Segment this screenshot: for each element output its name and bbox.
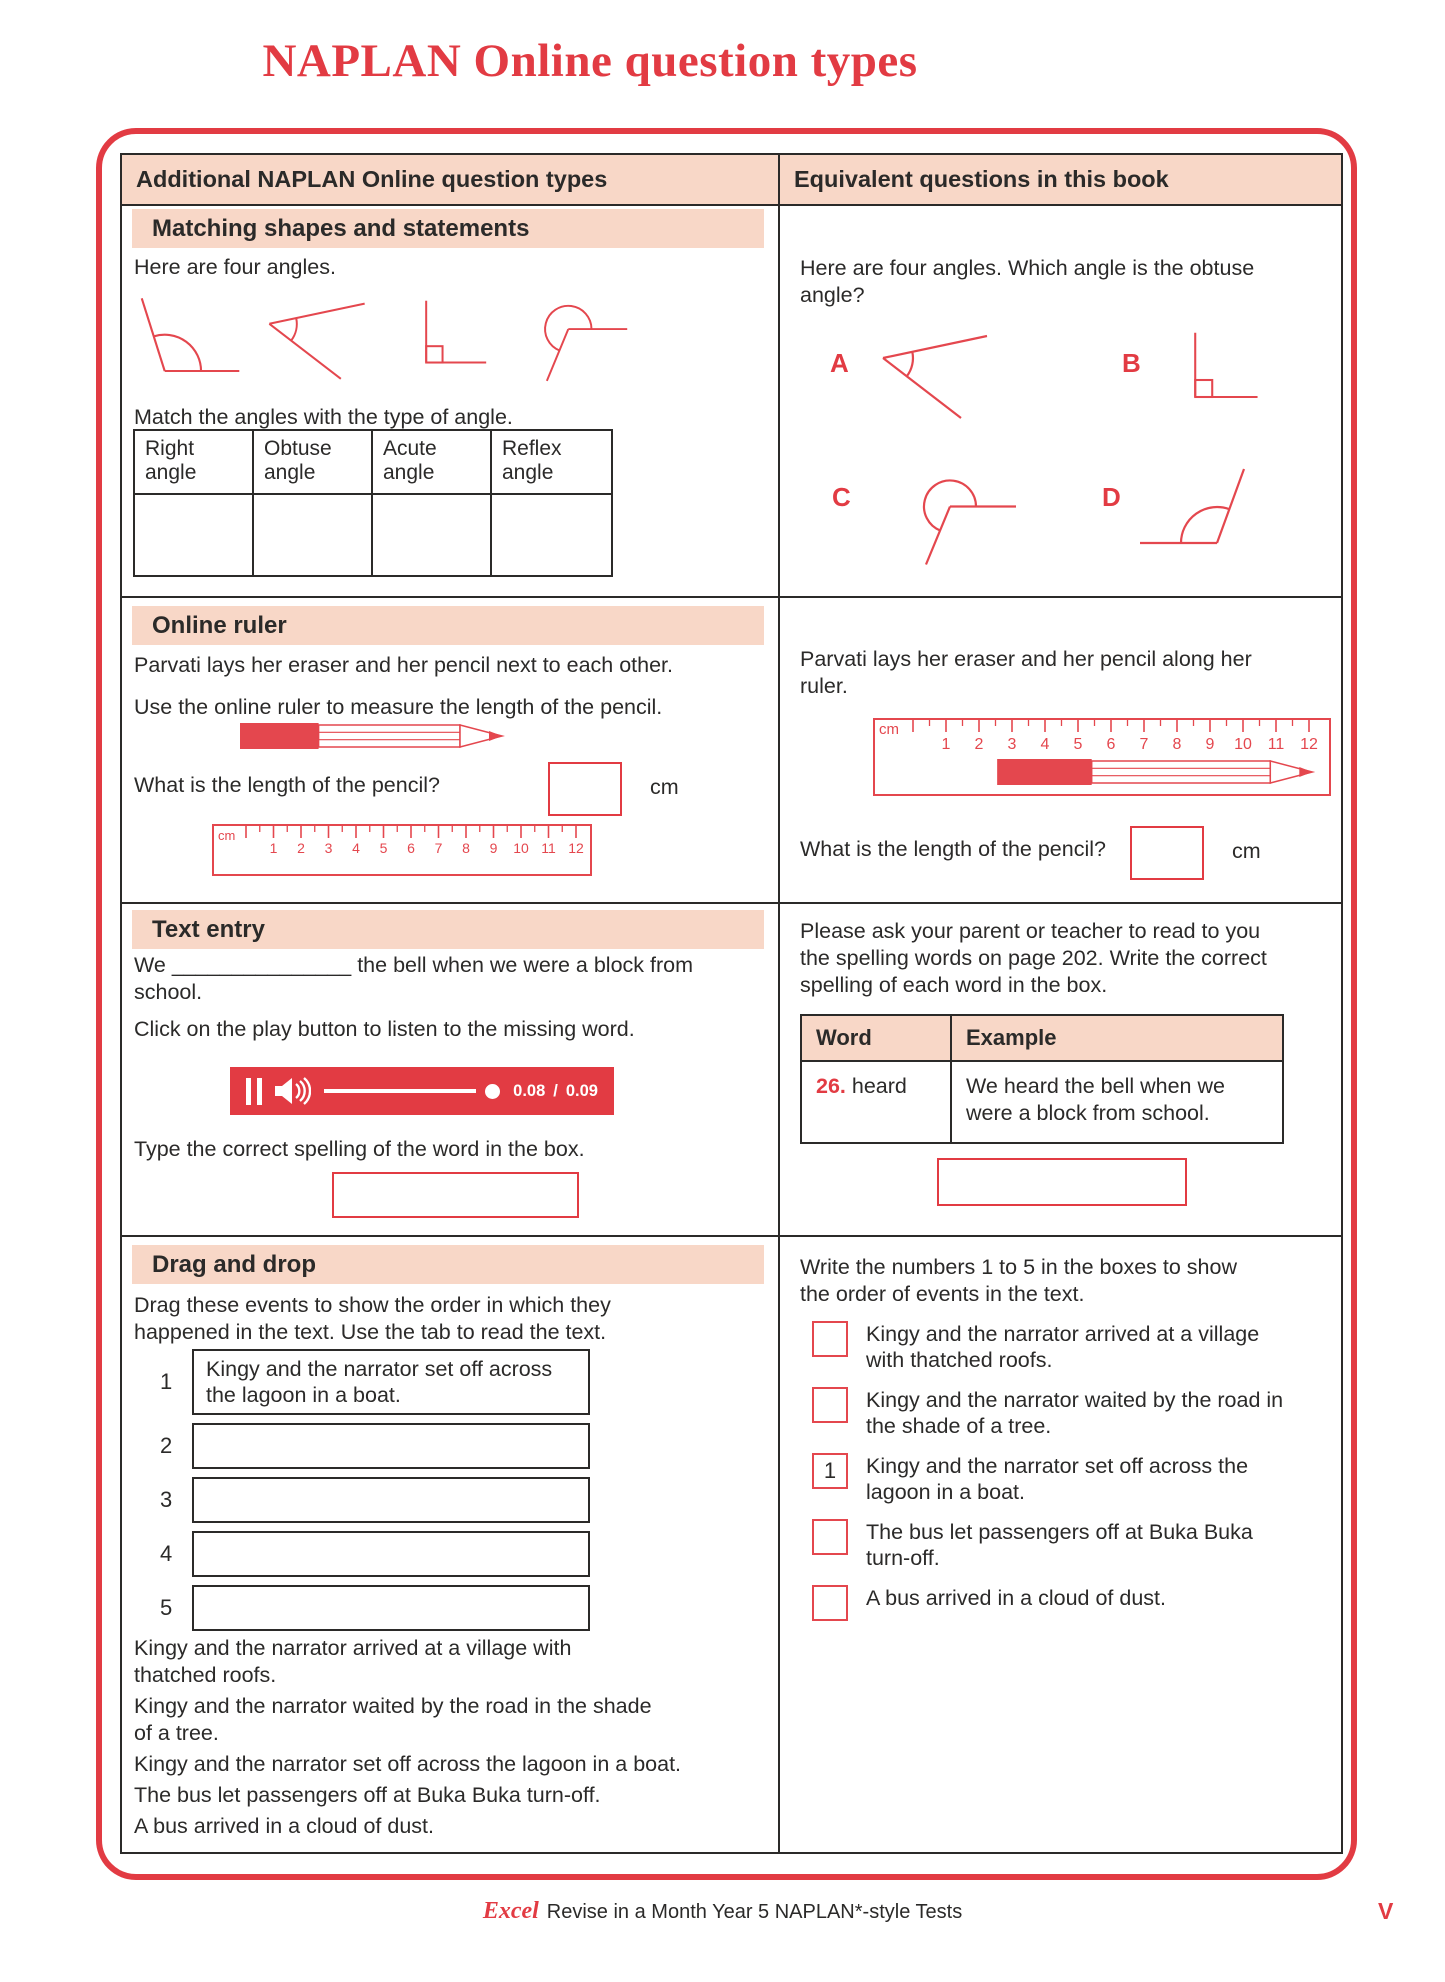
drop-slot[interactable] bbox=[192, 1585, 590, 1631]
svg-text:4: 4 bbox=[352, 840, 360, 856]
drag-drop-right-cell bbox=[780, 1235, 1341, 1852]
angle-type-reflex: Reflex angle bbox=[492, 431, 611, 495]
drop-slot-row bbox=[160, 1349, 590, 1415]
angle-type-acute: Acute angle bbox=[373, 431, 492, 495]
cloze-sentence bbox=[134, 952, 724, 1006]
word-value: heard bbox=[851, 1074, 907, 1098]
word-header: Word bbox=[802, 1016, 952, 1062]
svg-text:10: 10 bbox=[1234, 736, 1252, 753]
sentence-post: the bell when we were a block from school. bbox=[134, 953, 694, 1004]
option-label-b: B bbox=[1122, 348, 1141, 378]
obtuse-angle-icon bbox=[136, 288, 246, 388]
matching-question: Here are four angles. Which angle is the obtuse angle? bbox=[800, 256, 1255, 307]
drop-slot[interactable] bbox=[192, 1531, 590, 1577]
footer bbox=[0, 1898, 1445, 1925]
event-item[interactable]: Kingy and the narrator waited by the road in the shade of a tree. bbox=[134, 1694, 652, 1745]
drop-slot-row bbox=[160, 1423, 590, 1469]
ruler-right-cell bbox=[780, 596, 1341, 902]
number-item bbox=[812, 1519, 1284, 1575]
word-example-table bbox=[800, 1014, 1284, 1144]
time-display bbox=[513, 1082, 598, 1101]
number-item-text: Kingy and the narrator waited by the road in the shade of a tree. bbox=[866, 1388, 1284, 1438]
number-box[interactable]: 1 bbox=[812, 1453, 848, 1489]
section-title-drag-drop: Drag and drop bbox=[132, 1245, 764, 1284]
answer-box[interactable] bbox=[548, 762, 622, 816]
example-cell: We heard the bell when we were a block from school. bbox=[966, 1074, 1225, 1125]
angle-figures-row bbox=[136, 288, 629, 388]
angle-type-table bbox=[133, 429, 613, 577]
svg-text:7: 7 bbox=[434, 840, 443, 856]
number-item bbox=[812, 1585, 1284, 1641]
right-angle-icon bbox=[1155, 329, 1260, 414]
column-header-right: Equivalent questions in this book bbox=[780, 155, 1341, 204]
event-item[interactable]: Kingy and the narrator set off across the lagoon in a boat. bbox=[134, 1752, 682, 1776]
text-entry-left-cell bbox=[122, 902, 780, 1235]
number-box[interactable] bbox=[812, 1387, 848, 1423]
match-drop-cell[interactable] bbox=[492, 495, 611, 575]
option-label-c: C bbox=[832, 482, 851, 512]
svg-text:2: 2 bbox=[297, 840, 305, 856]
drop-slots bbox=[160, 1349, 590, 1639]
obtuse-angle-icon bbox=[1132, 461, 1252, 561]
progress-bar[interactable] bbox=[324, 1089, 476, 1093]
svg-text:8: 8 bbox=[1172, 736, 1182, 753]
number-item bbox=[812, 1321, 1284, 1377]
unit-label: cm bbox=[650, 775, 679, 799]
match-drop-cell[interactable] bbox=[373, 495, 492, 575]
slot-number: 1 bbox=[160, 1369, 173, 1394]
number-item bbox=[812, 1453, 1284, 1509]
drag-instruction: Drag these events to show the order in which they happened in the text. Use the tab to read the text. bbox=[134, 1293, 611, 1344]
drop-slot-row bbox=[160, 1477, 590, 1523]
svg-text:7: 7 bbox=[1139, 736, 1149, 753]
slot-number: 5 bbox=[160, 1595, 173, 1620]
matching-intro: Here are four angles. bbox=[134, 255, 336, 279]
event-item[interactable]: The bus let passengers off at Buka Buka turn-off. bbox=[134, 1783, 601, 1807]
svg-text:3: 3 bbox=[1007, 736, 1017, 753]
answer-box[interactable] bbox=[1130, 826, 1204, 880]
time-current: 0.08 bbox=[513, 1081, 546, 1100]
svg-text:4: 4 bbox=[1040, 736, 1050, 753]
slot-number: 4 bbox=[160, 1541, 173, 1566]
svg-text:cm: cm bbox=[879, 721, 899, 738]
reflex-angle-icon bbox=[504, 288, 629, 388]
svg-text:cm: cm bbox=[218, 828, 236, 843]
speaker-icon bbox=[275, 1077, 311, 1105]
number-box[interactable] bbox=[812, 1585, 848, 1621]
option-label-a: A bbox=[830, 348, 849, 378]
acute-angle-icon bbox=[262, 288, 372, 388]
ruler-text-2: Use the online ruler to measure the length of the pencil. bbox=[134, 695, 663, 719]
drop-slot-row bbox=[160, 1585, 590, 1631]
option-label-d: D bbox=[1102, 482, 1121, 512]
svg-text:12: 12 bbox=[568, 840, 584, 856]
reflex-angle-icon bbox=[878, 464, 1018, 569]
svg-text:9: 9 bbox=[1205, 736, 1215, 753]
time-separator: / bbox=[553, 1081, 558, 1100]
svg-text:10: 10 bbox=[513, 840, 529, 856]
number-item bbox=[812, 1387, 1284, 1443]
drag-drop-left-cell bbox=[122, 1235, 780, 1852]
svg-text:1: 1 bbox=[941, 736, 951, 753]
spelling-answer-box[interactable] bbox=[937, 1158, 1187, 1206]
ruler-text-1: Parvati lays her eraser and her pencil next to each other. bbox=[134, 653, 674, 677]
acute-angle-icon bbox=[875, 326, 995, 421]
drop-slot-row bbox=[160, 1531, 590, 1577]
online-ruler-figure[interactable] bbox=[212, 824, 592, 881]
section-title-text-entry: Text entry bbox=[132, 910, 764, 949]
number-box[interactable] bbox=[812, 1519, 848, 1555]
ruler-intro: Parvati lays her eraser and her pencil along her ruler. bbox=[800, 647, 1252, 698]
number-box[interactable] bbox=[812, 1321, 848, 1357]
drop-slot[interactable]: Kingy and the narrator set off across the lagoon in a boat. bbox=[192, 1349, 590, 1415]
time-total: 0.09 bbox=[565, 1081, 598, 1100]
event-item[interactable]: A bus arrived in a cloud of dust. bbox=[134, 1814, 434, 1838]
text-entry-right-cell bbox=[780, 902, 1341, 1235]
svg-text:8: 8 bbox=[462, 840, 470, 856]
matching-right-cell bbox=[780, 204, 1341, 596]
angle-type-right: Right angle bbox=[135, 431, 254, 495]
right-angle-icon bbox=[388, 288, 488, 388]
svg-text:11: 11 bbox=[1267, 736, 1285, 753]
ruler-with-pencil-figure bbox=[873, 718, 1331, 801]
pencil-figure bbox=[240, 718, 506, 759]
type-instruction: Type the correct spelling of the word in the box. bbox=[134, 1137, 585, 1161]
svg-text:12: 12 bbox=[1300, 736, 1318, 753]
svg-text:6: 6 bbox=[407, 840, 415, 856]
angle-type-obtuse: Obtuse angle bbox=[254, 431, 373, 495]
match-drop-cell[interactable] bbox=[254, 495, 373, 575]
number-items bbox=[812, 1321, 1284, 1651]
number-item-text: A bus arrived in a cloud of dust. bbox=[866, 1586, 1166, 1610]
svg-text:6: 6 bbox=[1106, 736, 1116, 753]
play-instruction: Click on the play button to listen to the missing word. bbox=[134, 1017, 635, 1041]
drop-slot[interactable] bbox=[192, 1423, 590, 1469]
svg-text:1: 1 bbox=[269, 840, 278, 856]
unit-label: cm bbox=[1232, 839, 1261, 863]
sentence-pre: We bbox=[134, 953, 166, 977]
ruler-question: What is the length of the pencil? bbox=[800, 837, 1106, 861]
pause-icon[interactable] bbox=[246, 1078, 262, 1105]
number-item-text: The bus let passengers off at Buka Buka turn-off. bbox=[866, 1520, 1253, 1570]
page-number: V bbox=[1378, 1898, 1394, 1924]
svg-text:11: 11 bbox=[541, 840, 556, 856]
audio-player[interactable] bbox=[230, 1067, 614, 1115]
section-title-matching: Matching shapes and statements bbox=[132, 209, 764, 248]
matching-left-cell bbox=[122, 204, 780, 596]
match-drop-cell[interactable] bbox=[135, 495, 254, 575]
slot-number: 2 bbox=[160, 1433, 173, 1458]
svg-text:2: 2 bbox=[974, 736, 984, 753]
slot-number: 3 bbox=[160, 1487, 173, 1512]
ruler-question: What is the length of the pencil? bbox=[134, 773, 440, 797]
spelling-answer-box[interactable] bbox=[332, 1172, 579, 1218]
drop-slot[interactable] bbox=[192, 1477, 590, 1523]
matching-instruction: Match the angles with the type of angle. bbox=[134, 405, 513, 429]
page-title: NAPLAN Online question types bbox=[262, 35, 918, 87]
number-item-text: Kingy and the narrator set off across the lagoon in a boat. bbox=[866, 1454, 1249, 1504]
number-item-text: Kingy and the narrator arrived at a village with thatched roofs. bbox=[866, 1322, 1260, 1372]
progress-handle[interactable] bbox=[485, 1084, 500, 1099]
word-cell bbox=[802, 1062, 952, 1142]
column-header-left: Additional NAPLAN Online question types bbox=[122, 155, 780, 204]
example-header: Example bbox=[952, 1016, 1282, 1062]
svg-text:5: 5 bbox=[1073, 736, 1083, 753]
section-title-ruler: Online ruler bbox=[132, 606, 764, 645]
number-instruction: Write the numbers 1 to 5 in the boxes to show the order of events in the text. bbox=[800, 1255, 1238, 1306]
svg-text:3: 3 bbox=[324, 840, 333, 856]
ruler-left-cell bbox=[122, 596, 780, 902]
event-item[interactable]: Kingy and the narrator arrived at a village with thatched roofs. bbox=[134, 1636, 572, 1687]
event-list bbox=[134, 1635, 734, 1844]
sentence-blank[interactable]: _______________ bbox=[171, 953, 352, 977]
spelling-instruction: Please ask your parent or teacher to read to you the spelling words on page 202. Write the correct spelling of each word in the box. bbox=[800, 919, 1267, 997]
svg-text:9: 9 bbox=[489, 840, 498, 856]
svg-text:5: 5 bbox=[379, 840, 388, 856]
comparison-table bbox=[120, 153, 1343, 1854]
word-number: 26. bbox=[816, 1074, 846, 1098]
footer-text: Revise in a Month Year 5 NAPLAN*-style Tests bbox=[546, 1901, 963, 1923]
brand-logo: Excel bbox=[482, 1898, 539, 1924]
